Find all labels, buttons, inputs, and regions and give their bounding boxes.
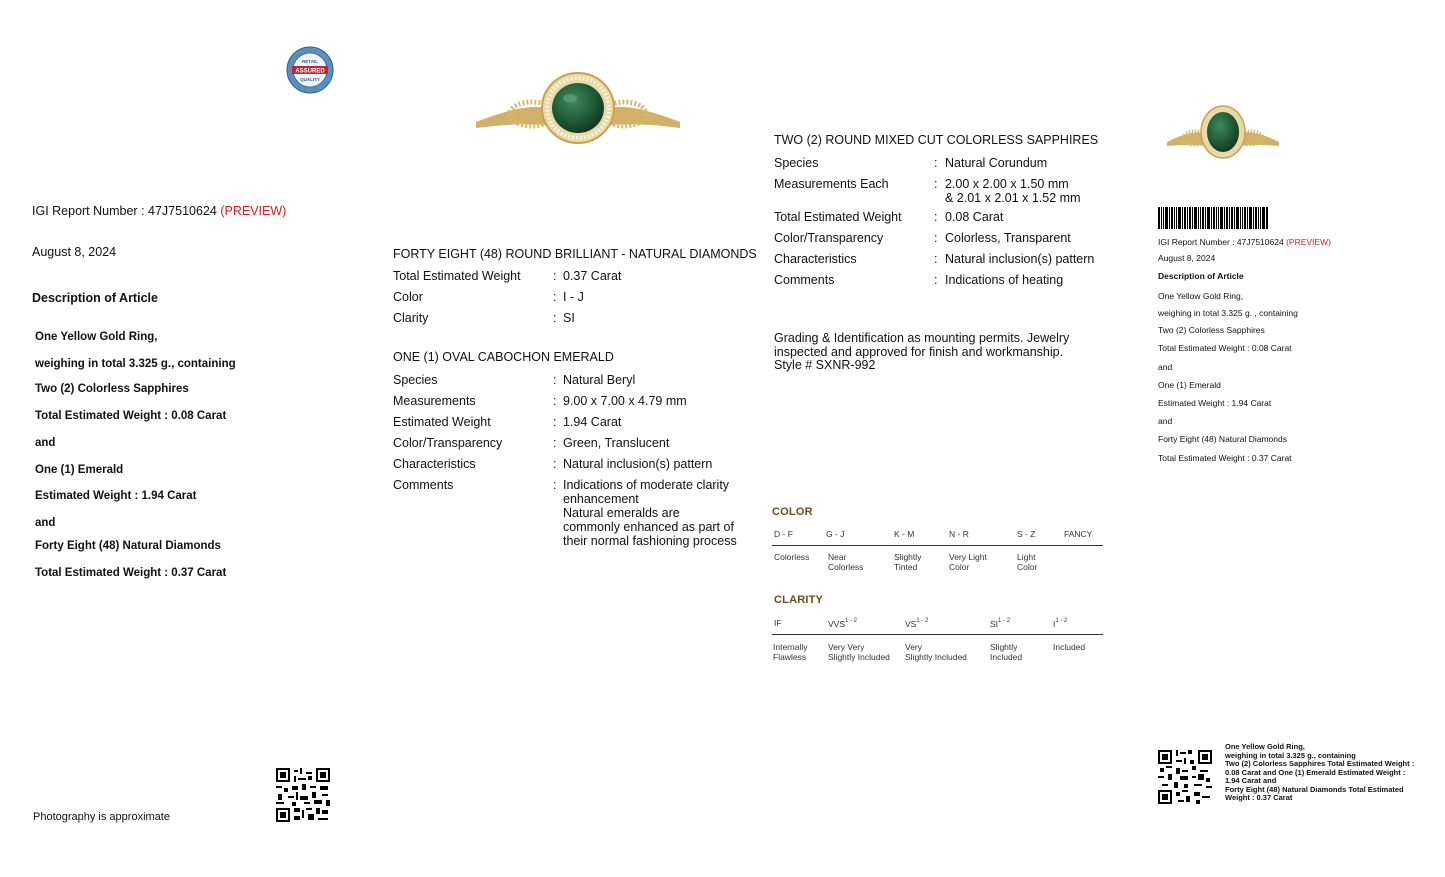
summary-line: and [1158, 416, 1173, 426]
color-grade-code: G - J [826, 529, 845, 539]
clarity-scale-rule [772, 634, 1103, 635]
emerald-row-label: Characteristics [393, 457, 476, 471]
article-line: One Yellow Gold Ring, [35, 331, 158, 343]
grading-note-line: Style # SXNR-992 [774, 358, 876, 372]
clarity-grade-code: VVS$^{1 - 2}$ [828, 618, 858, 629]
color-scale-title: COLOR [772, 506, 813, 518]
summary-line: Total Estimated Weight : 0.08 Carat [1158, 343, 1292, 353]
summary-line: weighing in total 3.325 g. , containing [1158, 308, 1298, 318]
preview-badge: (PREVIEW) [220, 204, 287, 218]
emerald-row-value: Green, Translucent [563, 436, 670, 450]
clarity-grade-code: VS$^{1 - 2}$ [905, 618, 929, 629]
color-grade-code: K - M [894, 529, 915, 539]
emerald-row-label: Estimated Weight [393, 415, 491, 429]
diamonds-row-label: Total Estimated Weight [393, 269, 521, 283]
clarity-grade-code: $I^{1 - 2}$ [1053, 618, 1068, 629]
barcode [1158, 207, 1268, 229]
svg-text:RETAIL: RETAIL [302, 59, 318, 64]
separator: : [553, 290, 557, 304]
summary-line: Forty Eight (48) Natural Diamonds [1158, 434, 1287, 444]
emerald-row-label: Comments [393, 478, 454, 492]
emerald-row-value: Indications of moderate clarity [563, 478, 730, 492]
emerald-row-value: Natural emeralds are [563, 506, 680, 520]
report-number-line [32, 204, 286, 218]
separator: : [934, 210, 938, 224]
emerald-row-value: their normal fashioning process [563, 534, 737, 548]
sapphires-row-value: & 2.01 x 2.01 x 1.52 mm [945, 191, 1081, 205]
color-grade-desc: Light Color [1017, 552, 1038, 572]
sapphires-row-label: Measurements Each [774, 177, 889, 191]
separator: : [553, 457, 557, 471]
summary-line: and [1158, 362, 1173, 372]
emerald-row-value: enhancement [563, 492, 639, 506]
color-grade-desc: Near Colorless [828, 552, 864, 572]
clarity-grade-desc: Slightly Included [990, 642, 1023, 662]
grading-note-line: Grading & Identification as mounting permits. Jewelry [774, 331, 1070, 345]
summary-line: One Yellow Gold Ring, [1158, 291, 1244, 301]
color-grade-desc: Slightly Tinted [894, 552, 922, 572]
separator: : [553, 478, 557, 492]
separator: : [553, 311, 557, 325]
emerald-heading: ONE (1) OVAL CABOCHON EMERALD [393, 350, 614, 364]
sapphires-row-value: 0.08 Carat [945, 210, 1004, 224]
color-grade-desc: Very Light Color [949, 552, 987, 572]
sapphires-row-label: Comments [774, 273, 835, 287]
emerald-row-label: Measurements [393, 394, 476, 408]
report-number-label: IGI Report Number : [32, 204, 149, 218]
separator: : [934, 252, 938, 266]
clarity-grade-desc: Included [1053, 642, 1086, 652]
separator: : [553, 394, 557, 408]
clarity-grade-code: IF [774, 618, 782, 628]
summary-line: Total Estimated Weight : 0.37 Carat [1158, 453, 1292, 463]
sapphires-row-label: Total Estimated Weight [774, 210, 902, 224]
color-grade-code: FANCY [1064, 529, 1093, 539]
emerald-row-value: Natural Beryl [563, 373, 636, 387]
color-grade-code: N - R [949, 529, 969, 539]
diamonds-row-label: Color [393, 290, 423, 304]
sapphires-row-label: Characteristics [774, 252, 857, 266]
summary-line: Two (2) Colorless Sapphires [1158, 325, 1265, 335]
emerald-row-label: Species [393, 373, 438, 387]
separator: : [934, 156, 938, 170]
color-grade-code: D - F [774, 529, 793, 539]
report-number: 47J7510624 [148, 204, 217, 218]
sapphires-row-value: Natural inclusion(s) pattern [945, 252, 1095, 266]
diamonds-row-value: 0.37 Carat [563, 269, 622, 283]
clarity-scale-title: CLARITY [774, 594, 824, 606]
qr-code-small [1158, 750, 1212, 804]
sapphires-row-label: Color/Transparency [774, 231, 884, 245]
article-line: One (1) Emerald [35, 464, 124, 476]
separator: : [553, 373, 557, 387]
color-grade-code: S - Z [1017, 529, 1036, 539]
clarity-grade-code: SI$^{1 - 2}$ [990, 618, 1011, 629]
ring-photo [472, 70, 684, 154]
grading-note-line: inspected and approved for finish and workmanship. [774, 344, 1064, 359]
summary-line: One (1) Emerald [1158, 380, 1221, 390]
clarity-grade-desc: Very Very Slightly Included [828, 642, 890, 662]
color-scale-rule [772, 545, 1103, 546]
sapphires-row-label: Species [774, 156, 819, 170]
summary-date: August 8, 2024 [1158, 253, 1216, 263]
emerald-row-value: commonly enhanced as part of [563, 520, 734, 534]
emerald-row-value: 9.00 x 7.00 x 4.79 mm [563, 394, 687, 408]
article-line: Total Estimated Weight : 0.08 Carat [35, 410, 227, 422]
separator: : [934, 177, 938, 191]
summary-report-number: IGI Report Number : 47J7510624 (PREVIEW) [1158, 237, 1331, 247]
emerald-row-value: Natural inclusion(s) pattern [563, 457, 713, 471]
svg-text:QUALITY: QUALITY [300, 77, 320, 82]
separator: : [553, 436, 557, 450]
diamonds-row-value: I - J [563, 290, 584, 304]
separator: : [553, 415, 557, 429]
emerald-row-value: 1.94 Carat [563, 415, 622, 429]
summary-line: Estimated Weight : 1.94 Carat [1158, 398, 1272, 408]
summary-fine-print: One Yellow Gold Ring, weighing in total 3.325 g., containing Two (2) Colorless Sapphires Total Estimated Weight : 0.08 Carat and One (1) Emerald Estimated Weight : 1.94 Carat and Forty Eight (48) Natural Diamonds Total Estimated Weight : 0.37 Carat [1225, 742, 1415, 802]
diamonds-row-value: SI [563, 311, 575, 325]
qr-code [276, 768, 330, 822]
sapphires-row-value: 2.00 x 2.00 x 1.50 mm [945, 177, 1069, 191]
color-grade-desc: Colorless [774, 552, 810, 562]
article-line: Two (2) Colorless Sapphires [35, 383, 189, 395]
sapphires-row-value: Natural Corundum [945, 156, 1048, 170]
sapphires-heading: TWO (2) ROUND MIXED CUT COLORLESS SAPPHIRES [774, 133, 1099, 147]
diamonds-heading: FORTY EIGHT (48) ROUND BRILLIANT - NATURAL DIAMONDS [393, 247, 757, 261]
description-heading: Description of Article [32, 291, 158, 305]
separator: : [934, 273, 938, 287]
clarity-grade-desc: Very Slightly Included [905, 642, 967, 662]
separator: : [934, 231, 938, 245]
sapphires-row-value: Indications of heating [945, 273, 1064, 287]
svg-text:ASSURED: ASSURED [295, 68, 325, 75]
article-line: Estimated Weight : 1.94 Carat [35, 490, 197, 502]
sapphires-row-value: Colorless, Transparent [945, 231, 1071, 245]
photo-note: Photography is approximate [33, 811, 170, 823]
article-line: Forty Eight (48) Natural Diamonds [35, 540, 221, 552]
emerald-row-label: Color/Transparency [393, 436, 503, 450]
clarity-grade-desc: Internally Flawless [773, 642, 808, 662]
article-line: Total Estimated Weight : 0.37 Carat [35, 567, 227, 579]
diamonds-row-label: Clarity [393, 311, 429, 325]
ring-thumbnail [1165, 104, 1281, 164]
retail-assured-seal [286, 46, 334, 94]
report-date: August 8, 2024 [32, 245, 117, 259]
article-line: weighing in total 3.325 g., containing [35, 358, 236, 370]
article-line: and [35, 517, 56, 529]
article-line: and [35, 437, 56, 449]
grading-note [774, 332, 1069, 373]
separator: : [553, 269, 557, 283]
summary-description-heading: Description of Article [1158, 271, 1244, 281]
